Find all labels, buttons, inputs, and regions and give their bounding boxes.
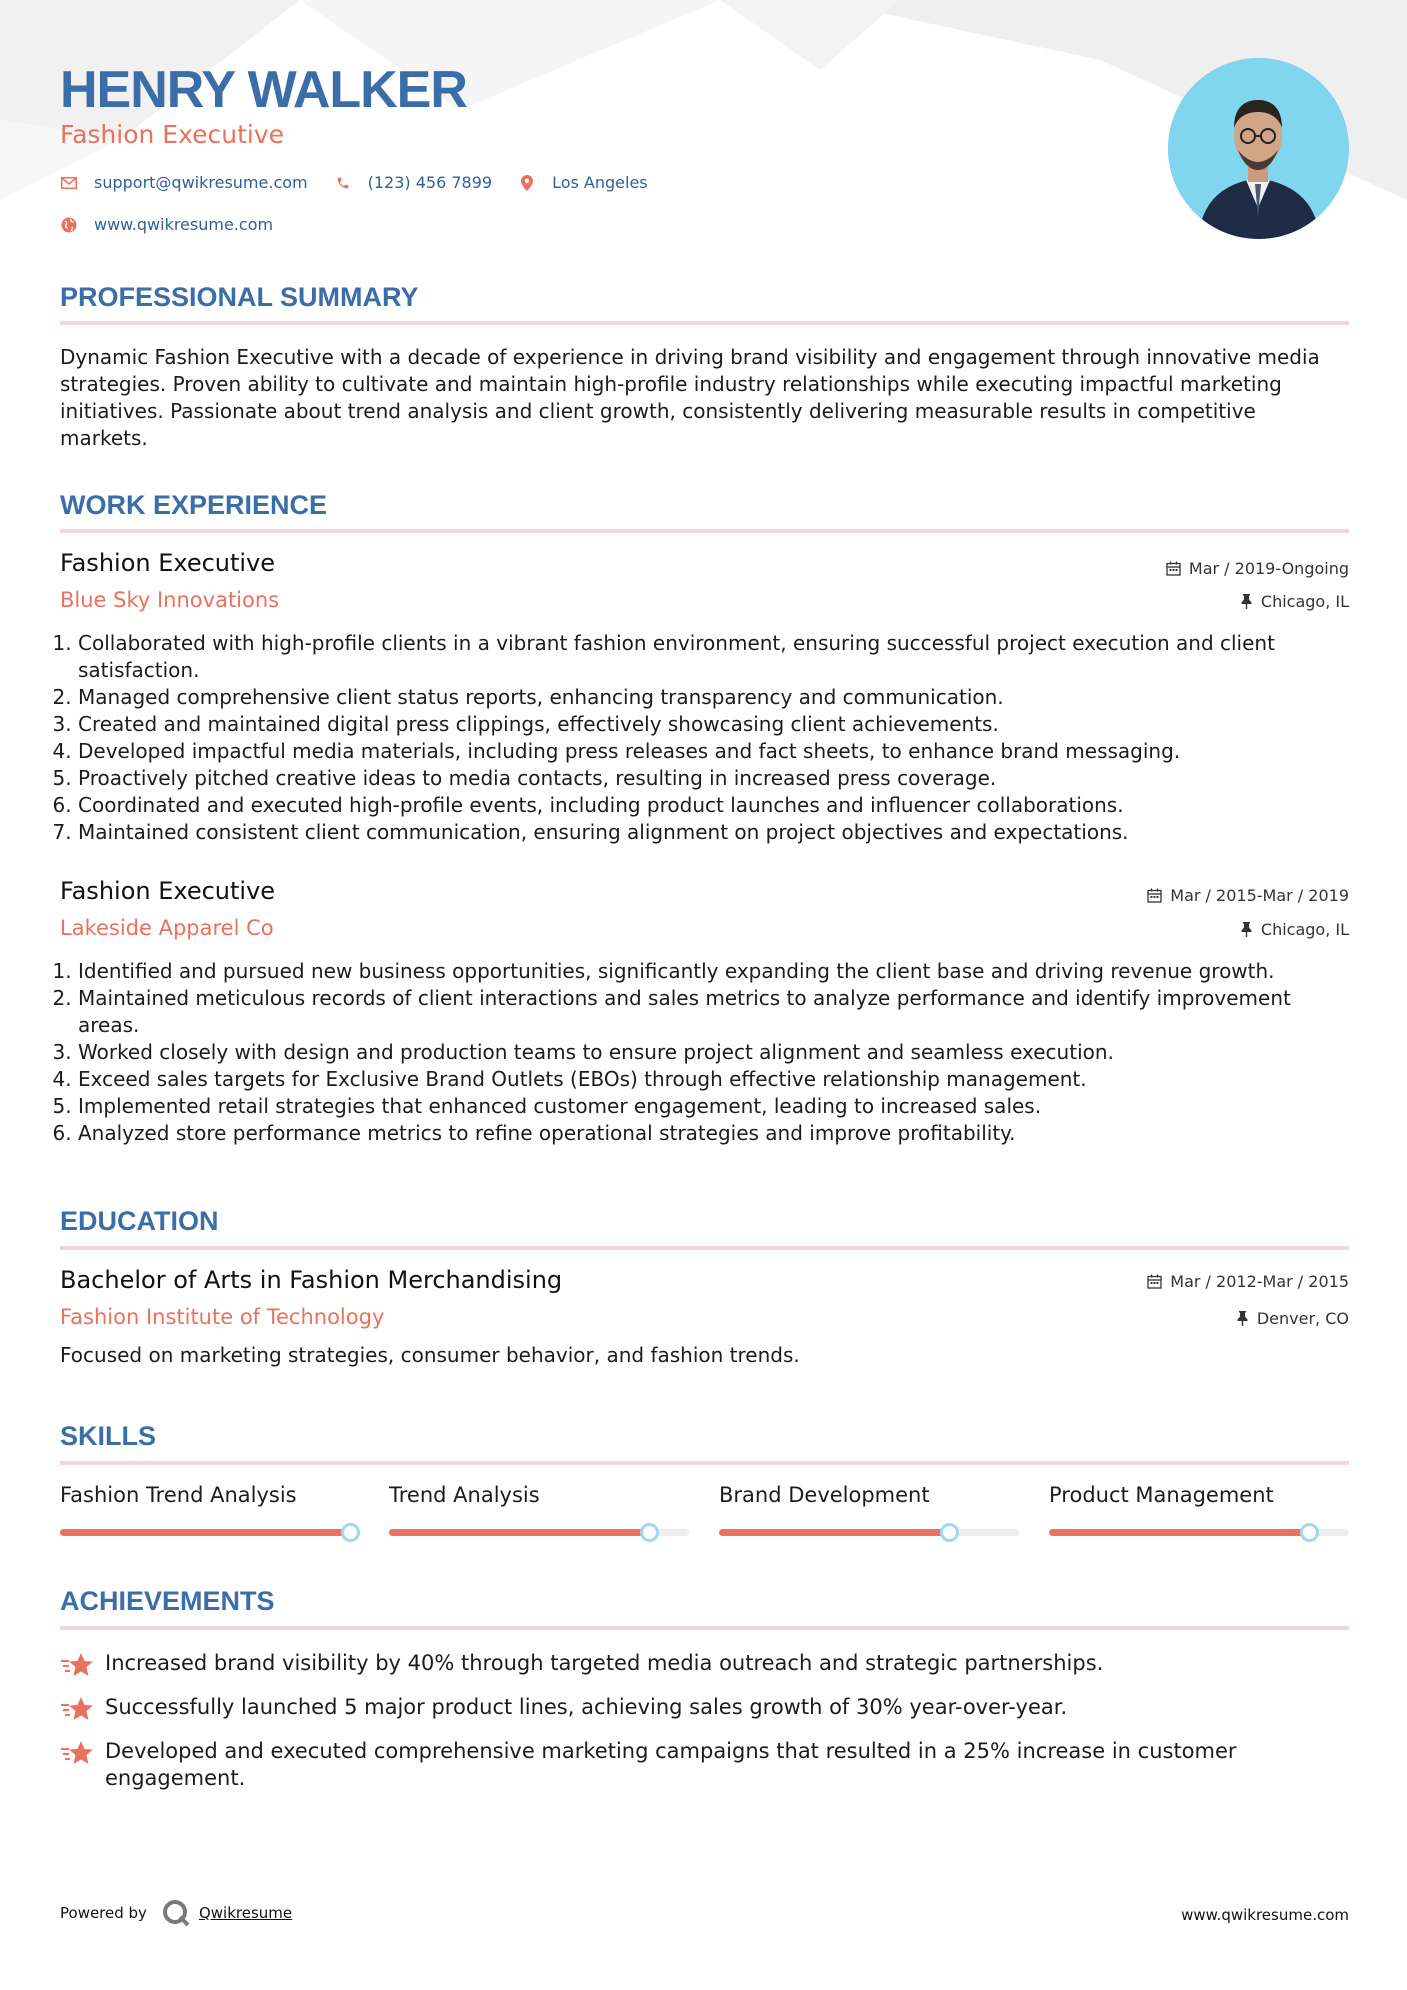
education-heading: EDUCATION [60, 1206, 219, 1236]
pushpin-icon [1236, 1311, 1249, 1326]
skill-bar-fill [60, 1529, 354, 1536]
education-description: Focused on marketing strategies, consumer behavior, and fashion trends. [60, 1343, 800, 1367]
skill-item [389, 1483, 695, 1507]
job-dates [1166, 559, 1349, 578]
skill-item [719, 1483, 1025, 1507]
skill-bar-fill [719, 1529, 953, 1536]
job-location [1240, 920, 1349, 939]
skills-heading: SKILLS [60, 1421, 157, 1451]
footer-powered-by [60, 1898, 292, 1928]
skill-bar-fill [1049, 1529, 1313, 1536]
star-icon [60, 1738, 105, 1792]
skill-bar [60, 1529, 360, 1536]
contact-row [60, 173, 674, 192]
candidate-title: Fashion Executive [60, 120, 285, 149]
website-link[interactable]: www.qwikresume.com [94, 215, 274, 234]
list-item: 5. Implemented retail strategies that enhanced customer engagement, leading to increased sales. [78, 1093, 1349, 1120]
list-item: 1. Collaborated with high-profile clients in a vibrant fashion environment, ensuring successful project execution and client satisfaction. [78, 630, 1349, 684]
skill-bar-knob [1300, 1523, 1319, 1542]
achievement-item [60, 1694, 1349, 1726]
calendar-icon [1147, 888, 1162, 903]
skill-bar-knob [640, 1523, 659, 1542]
job-dates [1147, 886, 1349, 905]
company-name: Lakeside Apparel Co [60, 916, 274, 940]
achievements-divider [60, 1626, 1349, 1630]
summary-text: Dynamic Fashion Executive with a decade of experience in driving brand visibility and engagement through innovative media strategies. Proven ability to cultivate and maintain high-profile industry relationships while executing impactful marketing initiatives. Passionate about trend analysis and client growth, consistently delivering measurable results in competitive markets. [60, 345, 1320, 450]
skill-name: Brand Development [719, 1483, 930, 1507]
envelope-icon [60, 174, 78, 192]
list-item: 5. Proactively pitched creative ideas to media contacts, resulting in increased press coverage. [78, 765, 1349, 792]
education-dates-text: Mar / 2012-Mar / 2015 [1170, 1272, 1349, 1291]
qwikresume-logo-icon [161, 1898, 191, 1928]
skill-bar [719, 1529, 1019, 1536]
school-name: Fashion Institute of Technology [60, 1305, 385, 1329]
experience-heading: WORK EXPERIENCE [60, 490, 328, 520]
summary-heading: PROFESSIONAL SUMMARY [60, 282, 419, 312]
list-item: 1. Identified and pursued new business opportunities, significantly expanding the client base and driving revenue growth. [78, 958, 1349, 985]
list-item: 3. Created and maintained digital press clippings, effectively showcasing client achievements. [78, 711, 1349, 738]
skill-bar-fill [389, 1529, 653, 1536]
achievement-text: Developed and executed comprehensive marketing campaigns that resulted in a 25% increase in customer engagement. [105, 1739, 1237, 1790]
list-item: 2. Maintained meticulous records of client interactions and sales metrics to analyze performance and identify improvement areas. [78, 985, 1349, 1039]
star-icon [60, 1650, 105, 1682]
profile-photo [1168, 58, 1349, 239]
job-location-text: Chicago, IL [1260, 592, 1349, 611]
list-item: 4. Exceed sales targets for Exclusive Brand Outlets (EBOs) through effective relationship management. [78, 1066, 1349, 1093]
list-item: 2. Managed comprehensive client status reports, enhancing transparency and communication. [78, 684, 1349, 711]
list-item: 6. Analyzed store performance metrics to refine operational strategies and improve profitability. [78, 1120, 1349, 1147]
achievements-heading: ACHIEVEMENTS [60, 1586, 275, 1616]
education-divider [60, 1246, 1349, 1250]
achievement-item [60, 1650, 1349, 1682]
phone-number[interactable]: (123) 456 7899 [367, 173, 493, 192]
skill-name: Product Management [1049, 1483, 1274, 1507]
location-text: Los Angeles [552, 173, 648, 192]
skill-bar-knob [940, 1523, 959, 1542]
skill-bar [1049, 1529, 1349, 1536]
list-item: 7. Maintained consistent client communication, ensuring alignment on project objectives and expectations. [78, 819, 1349, 846]
powered-by-label: Powered by [60, 1904, 147, 1922]
job-dates-text: Mar / 2019-Ongoing [1188, 559, 1349, 578]
skill-item [60, 1483, 366, 1507]
job-bullets [60, 630, 1349, 846]
pushpin-icon [1240, 594, 1253, 609]
skill-bar-knob [341, 1523, 360, 1542]
job-title: Fashion Executive [60, 549, 276, 577]
achievement-text: Increased brand visibility by 40% through targeted media outreach and strategic partnerships. [105, 1651, 1104, 1675]
list-item: 6. Coordinated and executed high-profile events, including product launches and influencer collaborations. [78, 792, 1349, 819]
pushpin-icon [1240, 922, 1253, 937]
job-location-text: Chicago, IL [1260, 920, 1349, 939]
list-item: 3. Worked closely with design and production teams to ensure project alignment and seamless execution. [78, 1039, 1349, 1066]
email-link[interactable]: support@qwikresume.com [94, 173, 308, 192]
company-name: Blue Sky Innovations [60, 588, 280, 612]
education-location-text: Denver, CO [1256, 1309, 1349, 1328]
star-icon [60, 1694, 105, 1726]
phone-icon [334, 174, 352, 192]
education-location [1236, 1309, 1349, 1328]
achievement-item [60, 1738, 1349, 1792]
job-bullets [60, 958, 1349, 1147]
footer-website[interactable]: www.qwikresume.com [1181, 1906, 1349, 1924]
summary-divider [60, 321, 1349, 325]
experience-divider [60, 529, 1349, 533]
degree-title: Bachelor of Arts in Fashion Merchandising [60, 1266, 563, 1294]
job-dates-text: Mar / 2015-Mar / 2019 [1170, 886, 1349, 905]
skill-bar [389, 1529, 689, 1536]
candidate-name: HENRY WALKER [60, 61, 467, 119]
website-row [60, 215, 299, 234]
job-title: Fashion Executive [60, 877, 276, 905]
qwikresume-link[interactable]: Qwikresume [198, 1904, 293, 1922]
calendar-icon [1147, 1274, 1162, 1289]
skill-name: Fashion Trend Analysis [60, 1483, 297, 1507]
calendar-icon [1166, 561, 1181, 576]
job-location [1240, 592, 1349, 611]
skills-divider [60, 1461, 1349, 1465]
skill-name: Trend Analysis [389, 1483, 540, 1507]
map-pin-icon [518, 174, 536, 192]
list-item: 4. Developed impactful media materials, including press releases and fact sheets, to enhance brand messaging. [78, 738, 1349, 765]
education-dates [1147, 1272, 1349, 1291]
globe-icon [60, 216, 78, 234]
achievement-text: Successfully launched 5 major product lines, achieving sales growth of 30% year-over-year. [105, 1695, 1068, 1719]
skill-item [1049, 1483, 1355, 1507]
